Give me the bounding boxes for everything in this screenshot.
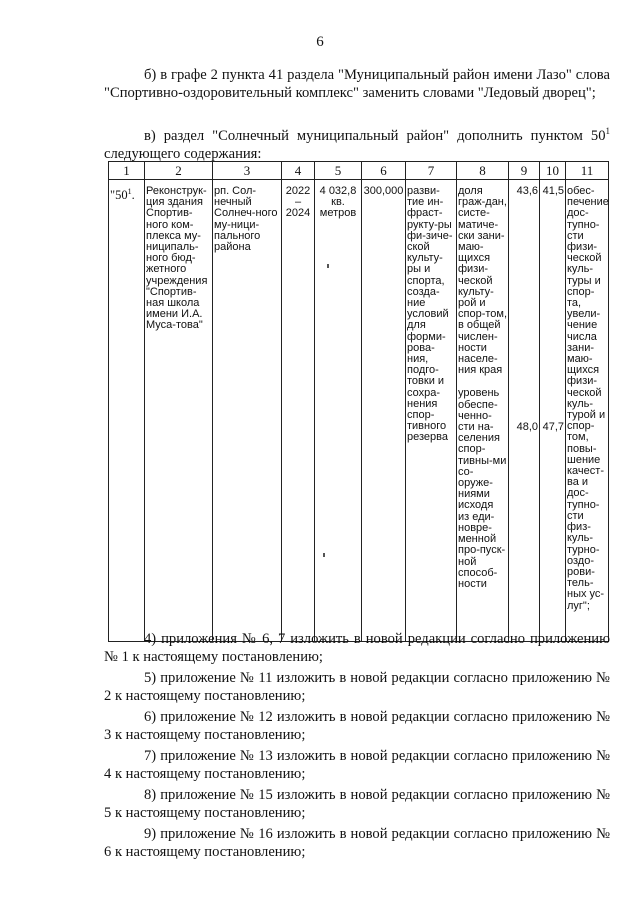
list-item-text: 7) приложение № 13 изложить в новой редакции согласно приложению № 4 к настоящему постановлению; [104,748,610,782]
cell-item-number [109,180,145,642]
page-number: 6 [316,34,324,50]
cell-capacity [315,180,362,642]
header-cell-6: 6 [362,162,406,180]
cell-period [282,180,315,642]
value-9-second: 48,0 [516,421,538,434]
value-10-second: 47,7 [542,421,564,434]
amendment-list [104,630,610,864]
header-cell-10: 10 [540,162,566,180]
header-cell-9: 9 [509,162,540,180]
list-item [104,708,610,744]
table-header-row [109,162,609,180]
scan-speck [323,553,325,557]
value-9-first: 43,6 [516,185,538,197]
list-item-text: 9) приложение № 16 изложить в новой редакции согласно приложению № 6 к настоящему постановлению; [104,826,610,860]
paragraph-v-tail: следующего содержания: [104,145,262,162]
scan-speck [327,264,329,268]
header-cell-8: 8 [457,162,509,180]
goal-text: разви-тие ин-фраст-рукту-ры фи-зиче-ской культу-ры и спорта, созда-ние условий для форми-рова-ния, подго-товки и сохра-нения спор-тивного резерва [407,185,453,444]
header-cell-3: 3 [213,162,282,180]
object-name-text: Реконструк-ция здания Спортив-ного ком-плекса му-ниципаль-ного бюд-жетного учреждения "Спортив-ная школа имени И.А. Муса-това" [146,185,208,332]
list-item-text: 8) приложение № 15 изложить в новой редакции согласно приложению № 5 к настоящему постановлению; [104,787,610,821]
item-number-text: "50 [110,188,128,203]
list-item [104,747,610,783]
paragraph-v [104,122,610,163]
paragraph-v-superscript: 1 [605,126,610,136]
header-cell-11: 11 [566,162,609,180]
paragraph-v-text: в) раздел "Солнечный муниципальный район" дополнить пунктом 50 [144,127,606,144]
header-cell-4: 4 [282,162,315,180]
cell-location [213,180,282,642]
list-item [104,669,610,705]
capacity-text: 4 032,8 кв. метров [319,185,357,220]
amendment-table [108,161,609,642]
location-text: рп. Сол-нечный Солнеч-ного му-ници-пального района [214,185,278,254]
result-text: обес-печение дос-тупно-сти физи-ческой куль-туры и спор-та, увели-чение числа зани-маю-щихся физи-ческой куль-турой и спор-том, повы-шение качест-ва и дос-тупно-сти физ-куль-турно-оздо-рови-тель-ных ус-луг"; [567,185,609,612]
list-item-text: 5) приложение № 11 изложить в новой редакции согласно приложению № 2 к настоящему постановлению; [104,670,610,704]
cell-object-name [145,180,213,642]
list-item-text: 4) приложения № 6, 7 изложить в новой редакции согласно приложению № 1 к настоящему постановлению; [104,631,610,665]
item-number-superscript: 1 [127,187,132,196]
funding-text: 300,000 [363,185,404,197]
header-cell-1: 1 [109,162,145,180]
list-item [104,786,610,822]
indicator-2-text: уровень обеспе-ченно-сти на-селения спор-тивны-ми со-оруже-ниями исходя из еди-новре-менной про-пуск-ной способ-ности [458,387,507,590]
list-item [104,630,610,666]
header-cell-5: 5 [315,162,362,180]
cell-funding [362,180,406,642]
period-text: 2022 – 2024 [285,185,311,220]
cell-value-9 [509,180,540,642]
item-number-tail: . [131,188,135,203]
header-cell-7: 7 [406,162,457,180]
cell-result [566,180,609,642]
cell-value-10 [540,180,566,642]
list-item [104,825,610,861]
cell-indicators [457,180,509,642]
value-10-first: 41,5 [542,185,564,197]
header-cell-2: 2 [145,162,213,180]
indicator-1-text: доля граж-дан, систе-матиче-ски зани-маю-щихся физи-ческой культу-рой и спор-том, в общей числен-ности населе-ния края [458,185,508,377]
cell-goal [406,180,457,642]
paragraph-b-text: б) в графе 2 пункта 41 раздела "Муниципальный район имени Лазо" слова "Спортивно-оздоровительный комплекс" заменить словами "Ледовый дворец"; [104,67,610,101]
list-item-text: 6) приложение № 12 изложить в новой редакции согласно приложению № 3 к настоящему постановлению; [104,709,610,743]
table-row [109,180,609,642]
paragraph-b [104,66,610,102]
